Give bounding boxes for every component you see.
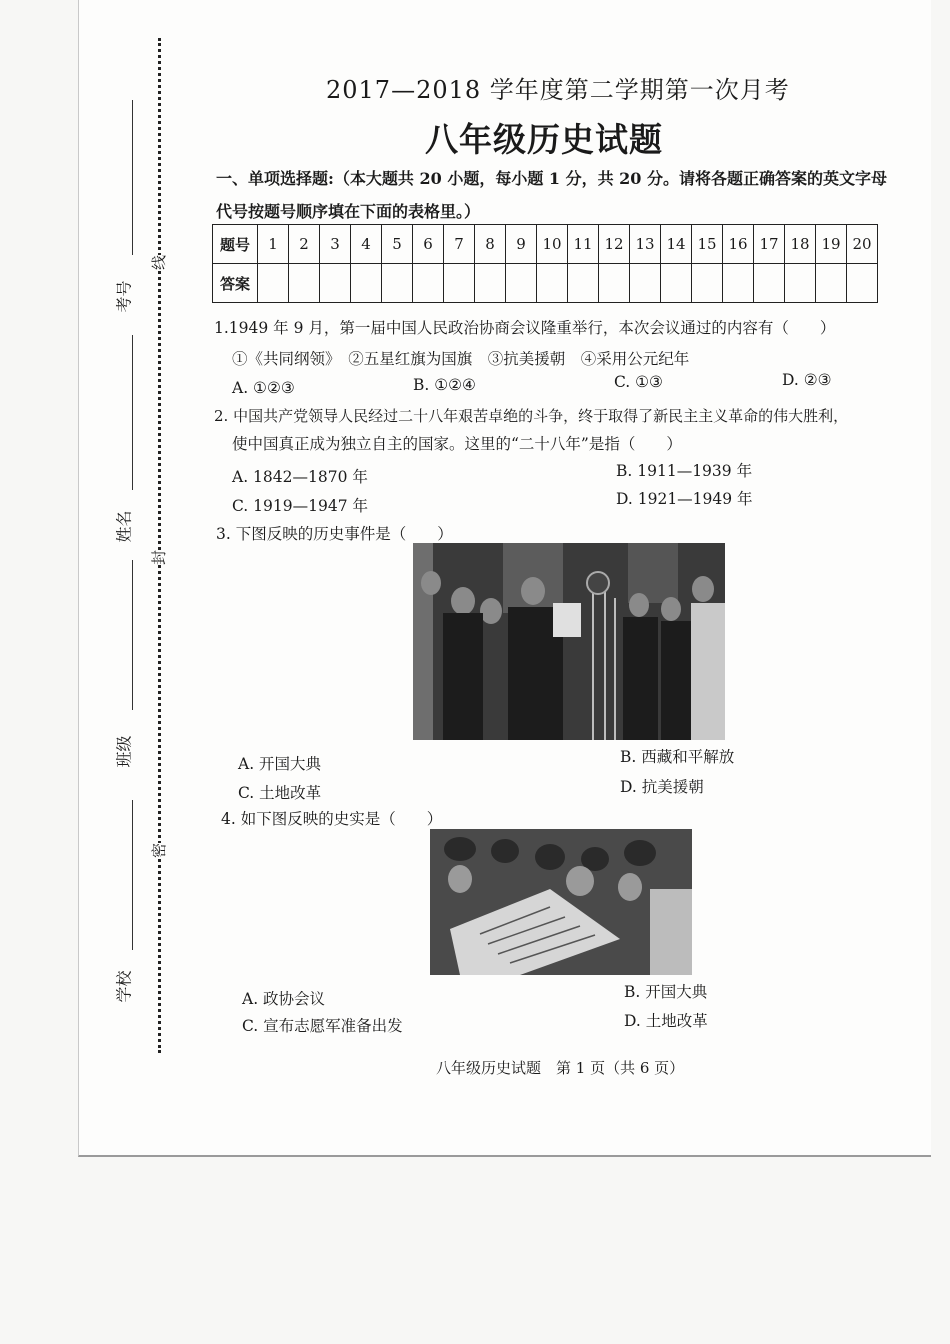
answer-cell[interactable] [785,264,816,303]
seal-word-mi: 密 [146,843,171,858]
number-row-label: 题号 [213,225,258,264]
kaohao-label: 考号 [114,280,134,313]
answer-cell[interactable] [382,264,413,303]
answer-cell[interactable] [351,264,382,303]
kaohao-line [132,100,133,255]
number-cell: 20 [847,225,878,264]
q1-stem: 1.1949 年 9 月，第一届中国人民政治协商会议隆重举行，本次会议通过的内容有（ ） [214,319,836,337]
q1-items: ①《共同纲领》 ②五星红旗为国旗 ③抗美援朝 ④采用公元纪年 [232,350,690,368]
answer-row [213,264,878,303]
q2-stem-cont: 使中国真正成为独立自主的国家。这里的“二十八年”是指（ ） [232,435,682,453]
land-reform-photo-icon [430,829,692,975]
q3-photo [413,543,725,740]
number-cell: 5 [382,225,413,264]
answer-cell[interactable] [444,264,475,303]
seal-dotted-line [158,38,161,1053]
number-cell: 4 [351,225,382,264]
xuexiao-label: 学校 [114,970,134,1003]
number-cell: 7 [444,225,475,264]
q2-option-a: A. 1842—1870 年 [232,468,368,486]
number-cell: 11 [568,225,599,264]
banji-line [132,560,133,710]
page-footer: 八年级历史试题 第 1 页（共 6 页） [436,1059,685,1077]
q4-option-d: D. 土地改革 [624,1012,708,1030]
q2-option-b: B. 1911—1939 年 [616,462,753,480]
number-cell: 8 [475,225,506,264]
number-cell: 19 [816,225,847,264]
answer-cell[interactable] [847,264,878,303]
answer-table [212,224,878,303]
q2-stem: 2. 中国共产党领导人民经过二十八年艰苦卓绝的斗争，终于取得了新民主主义革命的伟大胜利， [214,407,849,425]
q4-option-b: B. 开国大典 [624,983,708,1001]
q1-option-b: B. ①②④ [413,376,476,394]
binding-strip [0,0,180,1155]
founding-ceremony-photo-icon [413,543,725,740]
exam-title: 八年级历史试题 [425,120,663,159]
answer-cell[interactable] [599,264,630,303]
xingming-line [132,335,133,490]
banji-label: 班级 [114,735,134,768]
answer-cell[interactable] [723,264,754,303]
answer-cell[interactable] [413,264,444,303]
number-row [213,225,878,264]
section-heading: 一、单项选择题:（本大题共 20 小题，每小题 1 分，共 20 分。请将各题正确答案的英文字母代号按题号顺序填在下面的表格里。） [216,169,887,221]
q1-option-d: D. ②③ [782,371,832,389]
q3-option-b: B. 西藏和平解放 [620,748,735,766]
q4-option-a: A. 政协会议 [242,990,326,1008]
number-cell: 16 [723,225,754,264]
number-cell: 14 [661,225,692,264]
answer-cell[interactable] [320,264,351,303]
q2-option-c: C. 1919—1947 年 [232,497,368,515]
number-cell: 1 [258,225,289,264]
number-cell: 18 [785,225,816,264]
q2-option-d: D. 1921—1949 年 [616,490,753,508]
number-cell: 17 [754,225,785,264]
answer-cell[interactable] [289,264,320,303]
q4-option-c: C. 宣布志愿军准备出发 [242,1017,403,1035]
exam-term: 2017—2018 学年度第二学期第一次月考 [326,76,790,104]
answer-cell[interactable] [661,264,692,303]
number-cell: 10 [537,225,568,264]
q4-stem: 4. 如下图反映的史实是（ ） [221,810,443,828]
answer-cell[interactable] [630,264,661,303]
answer-cell[interactable] [816,264,847,303]
answer-cell[interactable] [506,264,537,303]
answer-cell[interactable] [537,264,568,303]
answer-row-label: 答案 [213,264,258,303]
answer-cell[interactable] [568,264,599,303]
q3-option-d: D. 抗美援朝 [620,778,704,796]
number-cell: 2 [289,225,320,264]
q3-stem: 3. 下图反映的历史事件是（ ） [216,525,453,543]
q3-option-c: C. 土地改革 [238,784,322,802]
number-cell: 6 [413,225,444,264]
q3-option-a: A. 开国大典 [238,755,322,773]
number-cell: 12 [599,225,630,264]
xingming-label: 姓名 [114,510,134,543]
answer-cell[interactable] [475,264,506,303]
number-cell: 3 [320,225,351,264]
seal-word-feng: 封 [146,550,171,565]
seal-word-xian: 线 [146,255,171,270]
number-cell: 13 [630,225,661,264]
q4-photo [430,829,692,975]
answer-cell[interactable] [692,264,723,303]
answer-cell[interactable] [754,264,785,303]
xuexiao-line [132,800,133,950]
answer-cell[interactable] [258,264,289,303]
q1-option-a: A. ①②③ [232,379,295,397]
q1-option-c: C. ①③ [614,373,663,391]
number-cell: 9 [506,225,537,264]
number-cell: 15 [692,225,723,264]
